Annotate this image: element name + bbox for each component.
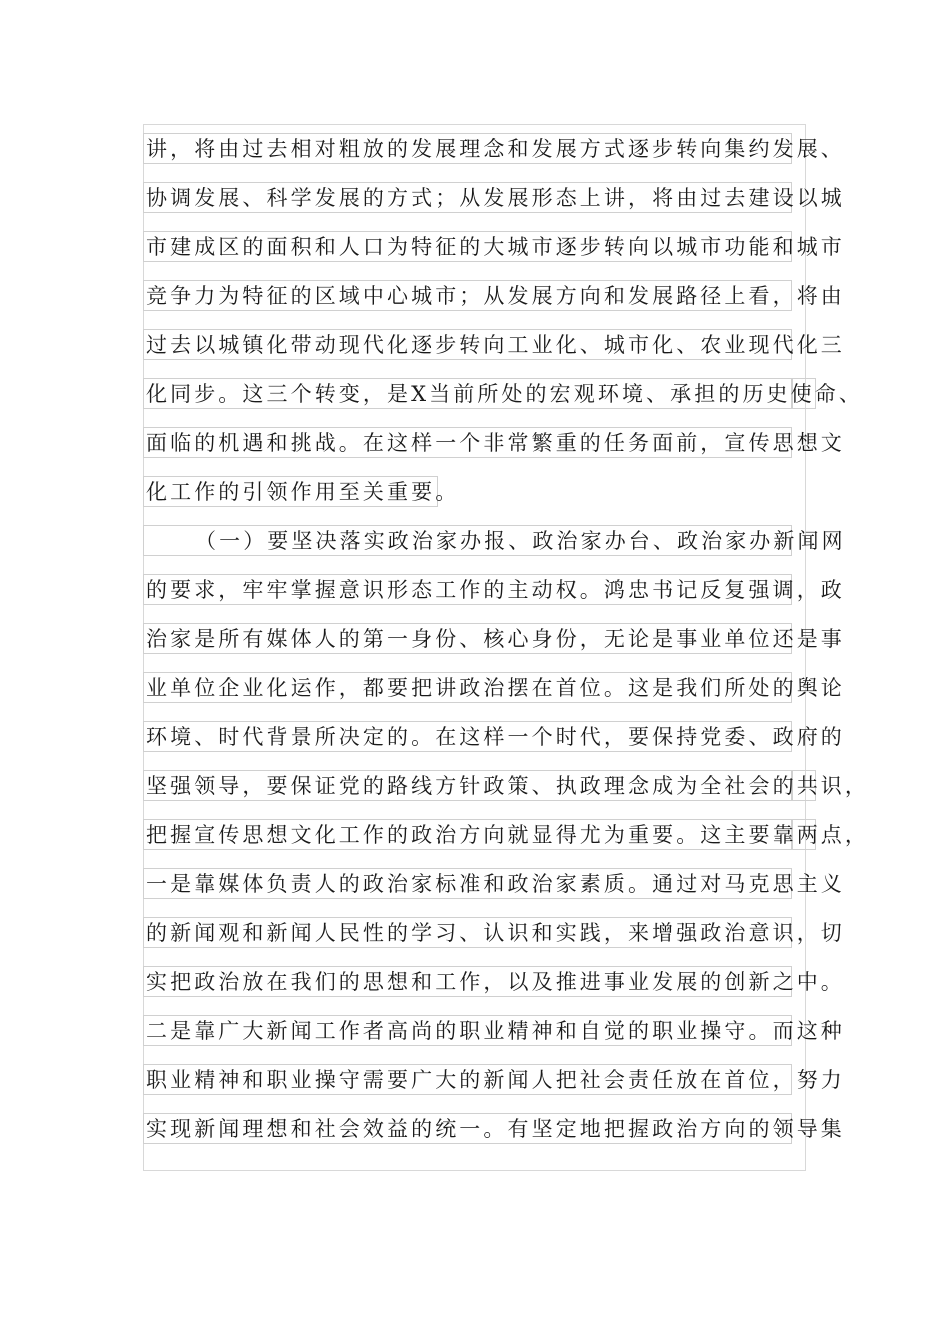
text-line (143, 761, 869, 810)
line-text: 一是靠媒体负责人的政治家标准和政治家素质。通过对马克思主义 (146, 872, 845, 896)
text-line (143, 810, 869, 859)
text-line (143, 467, 863, 516)
line-text: 职业精神和职业操守需要广大的新闻人把社会责任放在首位，努力 (146, 1068, 845, 1092)
line-text: （一）要坚决落实政治家办报、政治家办台、政治家办新闻网 (195, 529, 846, 553)
line-text: 市建成区的面积和人口为特征的大城市逐步转向以城市功能和城市 (146, 235, 845, 259)
text-line (143, 124, 863, 173)
line-text: 讲，将由过去相对粗放的发展理念和发展方式逐步转向集约发展、 (146, 137, 845, 161)
line-text: 化同步。这三个转变，是X当前所处的宏观环境、承担的历史使命、 (146, 382, 863, 406)
text-line (143, 565, 863, 614)
text-line (143, 1104, 863, 1153)
line-text: 过去以城镇化带动现代化逐步转向工业化、城市化、农业现代化三 (146, 333, 845, 357)
text-line (143, 712, 863, 761)
text-line (143, 173, 863, 222)
line-text: 竞争力为特征的区域中心城市；从发展方向和发展路径上看，将由 (146, 284, 845, 308)
line-text: 治家是所有媒体人的第一身份、核心身份，无论是事业单位还是事 (146, 627, 845, 651)
text-line (143, 957, 863, 1006)
text-line (143, 663, 863, 712)
line-text: 把握宣传思想文化工作的政治方向就显得尤为重要。这主要靠两点， (146, 823, 869, 847)
text-line (143, 1006, 863, 1055)
line-text: 的新闻观和新闻人民性的学习、认识和实践，来增强政治意识，切 (146, 921, 845, 945)
text-line (143, 320, 863, 369)
text-line (143, 614, 863, 663)
text-line (143, 859, 863, 908)
line-text: 面临的机遇和挑战。在这样一个非常繁重的任务面前，宣传思想文 (146, 431, 845, 455)
text-line (143, 908, 863, 957)
text-line (143, 516, 863, 565)
text-line (143, 369, 863, 418)
text-line (143, 271, 863, 320)
line-text: 的要求，牢牢掌握意识形态工作的主动权。鸿忠书记反复强调，政 (146, 578, 845, 602)
line-text: 协调发展、科学发展的方式；从发展形态上讲，将由过去建设以城 (146, 186, 845, 210)
line-text: 化工作的引领作用至关重要。 (146, 480, 460, 504)
text-line (143, 418, 863, 467)
document-body (143, 124, 869, 1153)
text-line (143, 222, 863, 271)
line-text: 坚强领导，要保证党的路线方针政策、执政理念成为全社会的共识， (146, 774, 869, 798)
line-text: 业单位企业化运作，都要把讲政治摆在首位。这是我们所处的舆论 (146, 676, 845, 700)
line-text: 实把政治放在我们的思想和工作，以及推进事业发展的创新之中。 (146, 970, 845, 994)
line-text: 二是靠广大新闻工作者高尚的职业精神和自觉的职业操守。而这种 (146, 1019, 845, 1043)
line-text: 环境、时代背景所决定的。在这样一个时代，要保持党委、政府的 (146, 725, 845, 749)
text-line (143, 1055, 863, 1104)
line-text: 实现新闻理想和社会效益的统一。有坚定地把握政治方向的领导集 (146, 1117, 845, 1141)
